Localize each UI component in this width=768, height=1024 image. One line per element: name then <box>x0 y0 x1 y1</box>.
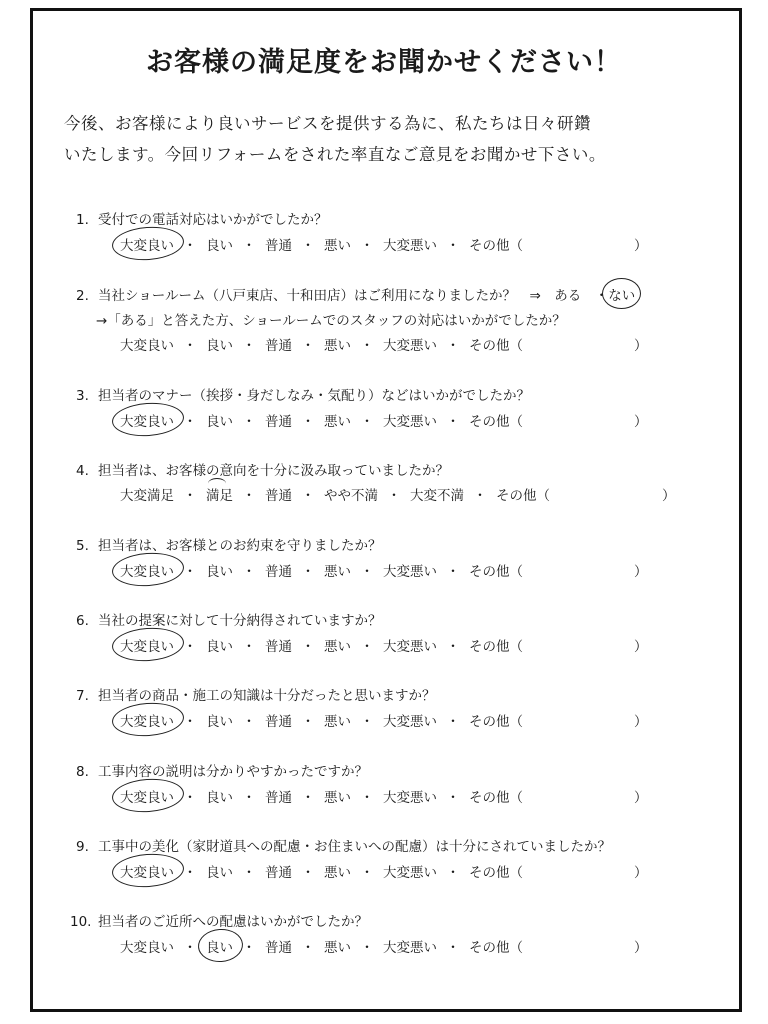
separator: ・ <box>387 488 401 504</box>
option[interactable]: 普通 <box>265 865 292 881</box>
question-number: 8. <box>76 764 89 780</box>
options-q4 <box>120 484 550 504</box>
question-8 <box>76 760 368 780</box>
options-q10 <box>120 936 523 956</box>
answer-selected[interactable]: ない <box>608 284 635 304</box>
paren-close: ） <box>634 238 648 254</box>
option[interactable]: 悪い <box>324 338 351 354</box>
option[interactable]: 良い <box>206 790 233 806</box>
paren-close: ） <box>662 488 676 504</box>
paren-close: ） <box>634 338 648 354</box>
option[interactable]: 大変不満 <box>410 488 464 504</box>
separator: ・ <box>301 639 315 655</box>
separator: ・ <box>360 714 374 730</box>
paren-close: ） <box>634 414 648 430</box>
option[interactable]: 普通 <box>265 564 292 580</box>
option-other[interactable]: その他（ <box>469 940 523 956</box>
separator: ・ <box>301 790 315 806</box>
separator: ・ <box>301 414 315 430</box>
separator: ・ <box>183 790 197 806</box>
separator: ・ <box>360 790 374 806</box>
separator: ・ <box>301 940 315 956</box>
intro-text <box>64 108 674 170</box>
option[interactable]: 悪い <box>324 238 351 254</box>
separator: ・ <box>242 790 256 806</box>
separator: ・ <box>183 338 197 354</box>
option[interactable]: 良い <box>206 865 233 881</box>
question-3 <box>76 384 530 404</box>
question-text: 受付での電話対応はいかがでしたか？ <box>98 212 328 228</box>
option-other[interactable]: その他（ <box>469 564 523 580</box>
separator: ・ <box>183 714 197 730</box>
question-text: 担当者のご近所への配慮はいかがでしたか？ <box>98 914 368 930</box>
question-number: 10. <box>70 914 92 930</box>
survey-title: お客様の満足度をお聞かせください！ <box>146 47 622 78</box>
option[interactable]: 大変悪い <box>383 790 437 806</box>
option[interactable]: 良い <box>206 714 233 730</box>
option[interactable]: 普通 <box>265 940 292 956</box>
paren-close: ） <box>634 790 648 806</box>
option[interactable]: 大変悪い <box>383 865 437 881</box>
option-selected[interactable]: 大変良い <box>120 635 174 655</box>
question-text: 工事内容の説明は分かりやすかったですか？ <box>98 764 368 780</box>
question-5 <box>76 534 382 554</box>
separator: ・ <box>242 564 256 580</box>
option[interactable]: 悪い <box>324 790 351 806</box>
question-number: 6. <box>76 613 89 629</box>
separator: ・ <box>360 338 374 354</box>
option-selected[interactable]: 大変良い <box>120 410 174 430</box>
option[interactable]: 普通 <box>265 790 292 806</box>
option-selected[interactable]: 大変良い <box>120 560 174 580</box>
separator: ・ <box>360 865 374 881</box>
option-other[interactable]: その他（ <box>469 865 523 881</box>
option-other[interactable]: その他（ <box>469 790 523 806</box>
option-other[interactable]: その他（ <box>469 238 523 254</box>
option[interactable]: 普通 <box>265 714 292 730</box>
option-selected[interactable]: 満足 <box>206 488 233 504</box>
question-1 <box>76 208 328 228</box>
separator: ・ <box>446 714 460 730</box>
options-q6 <box>120 635 523 655</box>
option-other[interactable]: その他（ <box>469 414 523 430</box>
option[interactable]: 大変満足 <box>120 488 174 504</box>
option-other[interactable]: その他（ <box>496 488 550 504</box>
separator: ・ <box>301 714 315 730</box>
separator: ・ <box>242 940 256 956</box>
question-number: 4. <box>76 463 89 479</box>
separator: ・ <box>360 414 374 430</box>
separator: ・ <box>183 414 197 430</box>
option-other[interactable]: その他（ <box>469 338 523 354</box>
option-other[interactable]: その他（ <box>469 714 523 730</box>
question-number: 7. <box>76 688 89 704</box>
separator: ・ <box>242 639 256 655</box>
option-selected[interactable]: 大変良い <box>120 710 174 730</box>
option[interactable]: 良い <box>206 414 233 430</box>
separator: ・ <box>301 564 315 580</box>
question-text: 当社の提案に対して十分納得されていますか？ <box>98 613 382 629</box>
question-9 <box>76 835 611 855</box>
separator: ・ <box>242 338 256 354</box>
option[interactable]: 普通 <box>265 639 292 655</box>
options-q3 <box>120 410 523 430</box>
question-6 <box>76 609 382 629</box>
question-text: 工事中の美化（家財道具への配慮・お住まいへの配慮）は十分にされていましたか？ <box>98 839 611 855</box>
options-q8 <box>120 786 523 806</box>
question-text: 当社ショールーム（八戸東店、十和田店）はご利用になりましたか？ ⇒ ある ・ <box>98 288 609 304</box>
question-number: 2. <box>76 288 89 304</box>
separator: ・ <box>446 564 460 580</box>
paren-close: ） <box>634 865 648 881</box>
option[interactable]: 大変悪い <box>383 714 437 730</box>
separator: ・ <box>183 940 197 956</box>
separator: ・ <box>242 865 256 881</box>
separator: ・ <box>446 338 460 354</box>
question-number: 1. <box>76 212 89 228</box>
options-q2 <box>120 334 523 354</box>
question-4 <box>76 459 449 479</box>
option[interactable]: 大変悪い <box>383 238 437 254</box>
intro-line-2: いたします。今回リフォームをされた率直なご意見をお聞かせ下さい。 <box>64 145 606 164</box>
option[interactable]: 悪い <box>324 414 351 430</box>
option[interactable]: 悪い <box>324 714 351 730</box>
option[interactable]: 悪い <box>324 639 351 655</box>
separator: ・ <box>446 865 460 881</box>
option-selected[interactable]: 良い <box>206 936 233 956</box>
question-number: 3. <box>76 388 89 404</box>
question-text: 担当者の商品・施工の知識は十分だったと思いますか？ <box>98 688 436 704</box>
paren-close: ） <box>634 940 648 956</box>
separator: ・ <box>360 564 374 580</box>
separator: ・ <box>360 238 374 254</box>
question-text: 担当者のマナー（挨拶・身だしなみ・気配り）などはいかがでしたか？ <box>98 388 530 404</box>
separator: ・ <box>242 488 256 504</box>
separator: ・ <box>473 488 487 504</box>
separator: ・ <box>446 639 460 655</box>
option-selected[interactable]: 大変良い <box>120 234 174 254</box>
option[interactable]: 良い <box>206 564 233 580</box>
option[interactable]: 普通 <box>265 338 292 354</box>
separator: ・ <box>242 238 256 254</box>
question-2 <box>76 284 635 304</box>
question-number: 5. <box>76 538 89 554</box>
option[interactable]: 悪い <box>324 940 351 956</box>
question-2-sub: →「ある」と答えた方、ショールームでのスタッフの対応はいかがでしたか？ <box>96 313 566 329</box>
separator: ・ <box>183 238 197 254</box>
question-10 <box>70 910 368 930</box>
option[interactable]: 大変悪い <box>383 639 437 655</box>
paren-close: ） <box>634 714 648 730</box>
question-text: 担当者は、お客様とのお約束を守りましたか？ <box>98 538 382 554</box>
option[interactable]: 良い <box>206 639 233 655</box>
intro-line-1: 今後、お客様により良いサービスを提供する為に、私たちは日々研鑽 <box>64 114 591 133</box>
option[interactable]: 大変悪い <box>383 414 437 430</box>
option[interactable]: 普通 <box>265 488 292 504</box>
option[interactable]: 良い <box>206 238 233 254</box>
separator: ・ <box>242 714 256 730</box>
paren-close: ） <box>634 564 648 580</box>
separator: ・ <box>183 639 197 655</box>
separator: ・ <box>183 488 197 504</box>
option[interactable]: 大変悪い <box>383 564 437 580</box>
separator: ・ <box>301 338 315 354</box>
separator: ・ <box>446 790 460 806</box>
option-selected[interactable]: 大変良い <box>120 786 174 806</box>
options-q9 <box>120 861 523 881</box>
option[interactable]: 良い <box>206 338 233 354</box>
option-other[interactable]: その他（ <box>469 639 523 655</box>
option-selected[interactable]: 大変良い <box>120 861 174 881</box>
separator: ・ <box>446 414 460 430</box>
separator: ・ <box>183 865 197 881</box>
option[interactable]: やや不満 <box>324 488 378 504</box>
separator: ・ <box>301 865 315 881</box>
separator: ・ <box>301 488 315 504</box>
option[interactable]: 大変良い <box>120 338 174 354</box>
separator: ・ <box>183 564 197 580</box>
options-q7 <box>120 710 523 730</box>
options-q5 <box>120 560 523 580</box>
options-q1 <box>120 234 523 254</box>
separator: ・ <box>360 639 374 655</box>
separator: ・ <box>301 238 315 254</box>
separator: ・ <box>446 940 460 956</box>
paren-close: ） <box>634 639 648 655</box>
question-number: 9. <box>76 839 89 855</box>
separator: ・ <box>446 238 460 254</box>
option[interactable]: 大変悪い <box>383 940 437 956</box>
separator: ・ <box>242 414 256 430</box>
option[interactable]: 普通 <box>265 414 292 430</box>
option[interactable]: 悪い <box>324 865 351 881</box>
option[interactable]: 悪い <box>324 564 351 580</box>
separator: ・ <box>360 940 374 956</box>
question-text: 担当者は、お客様の意向を十分に汲み取っていましたか？ <box>98 463 449 479</box>
question-7 <box>76 684 436 704</box>
option[interactable]: 普通 <box>265 238 292 254</box>
selection-mark <box>208 478 226 489</box>
option[interactable]: 大変良い <box>120 940 174 956</box>
option[interactable]: 大変悪い <box>383 338 437 354</box>
